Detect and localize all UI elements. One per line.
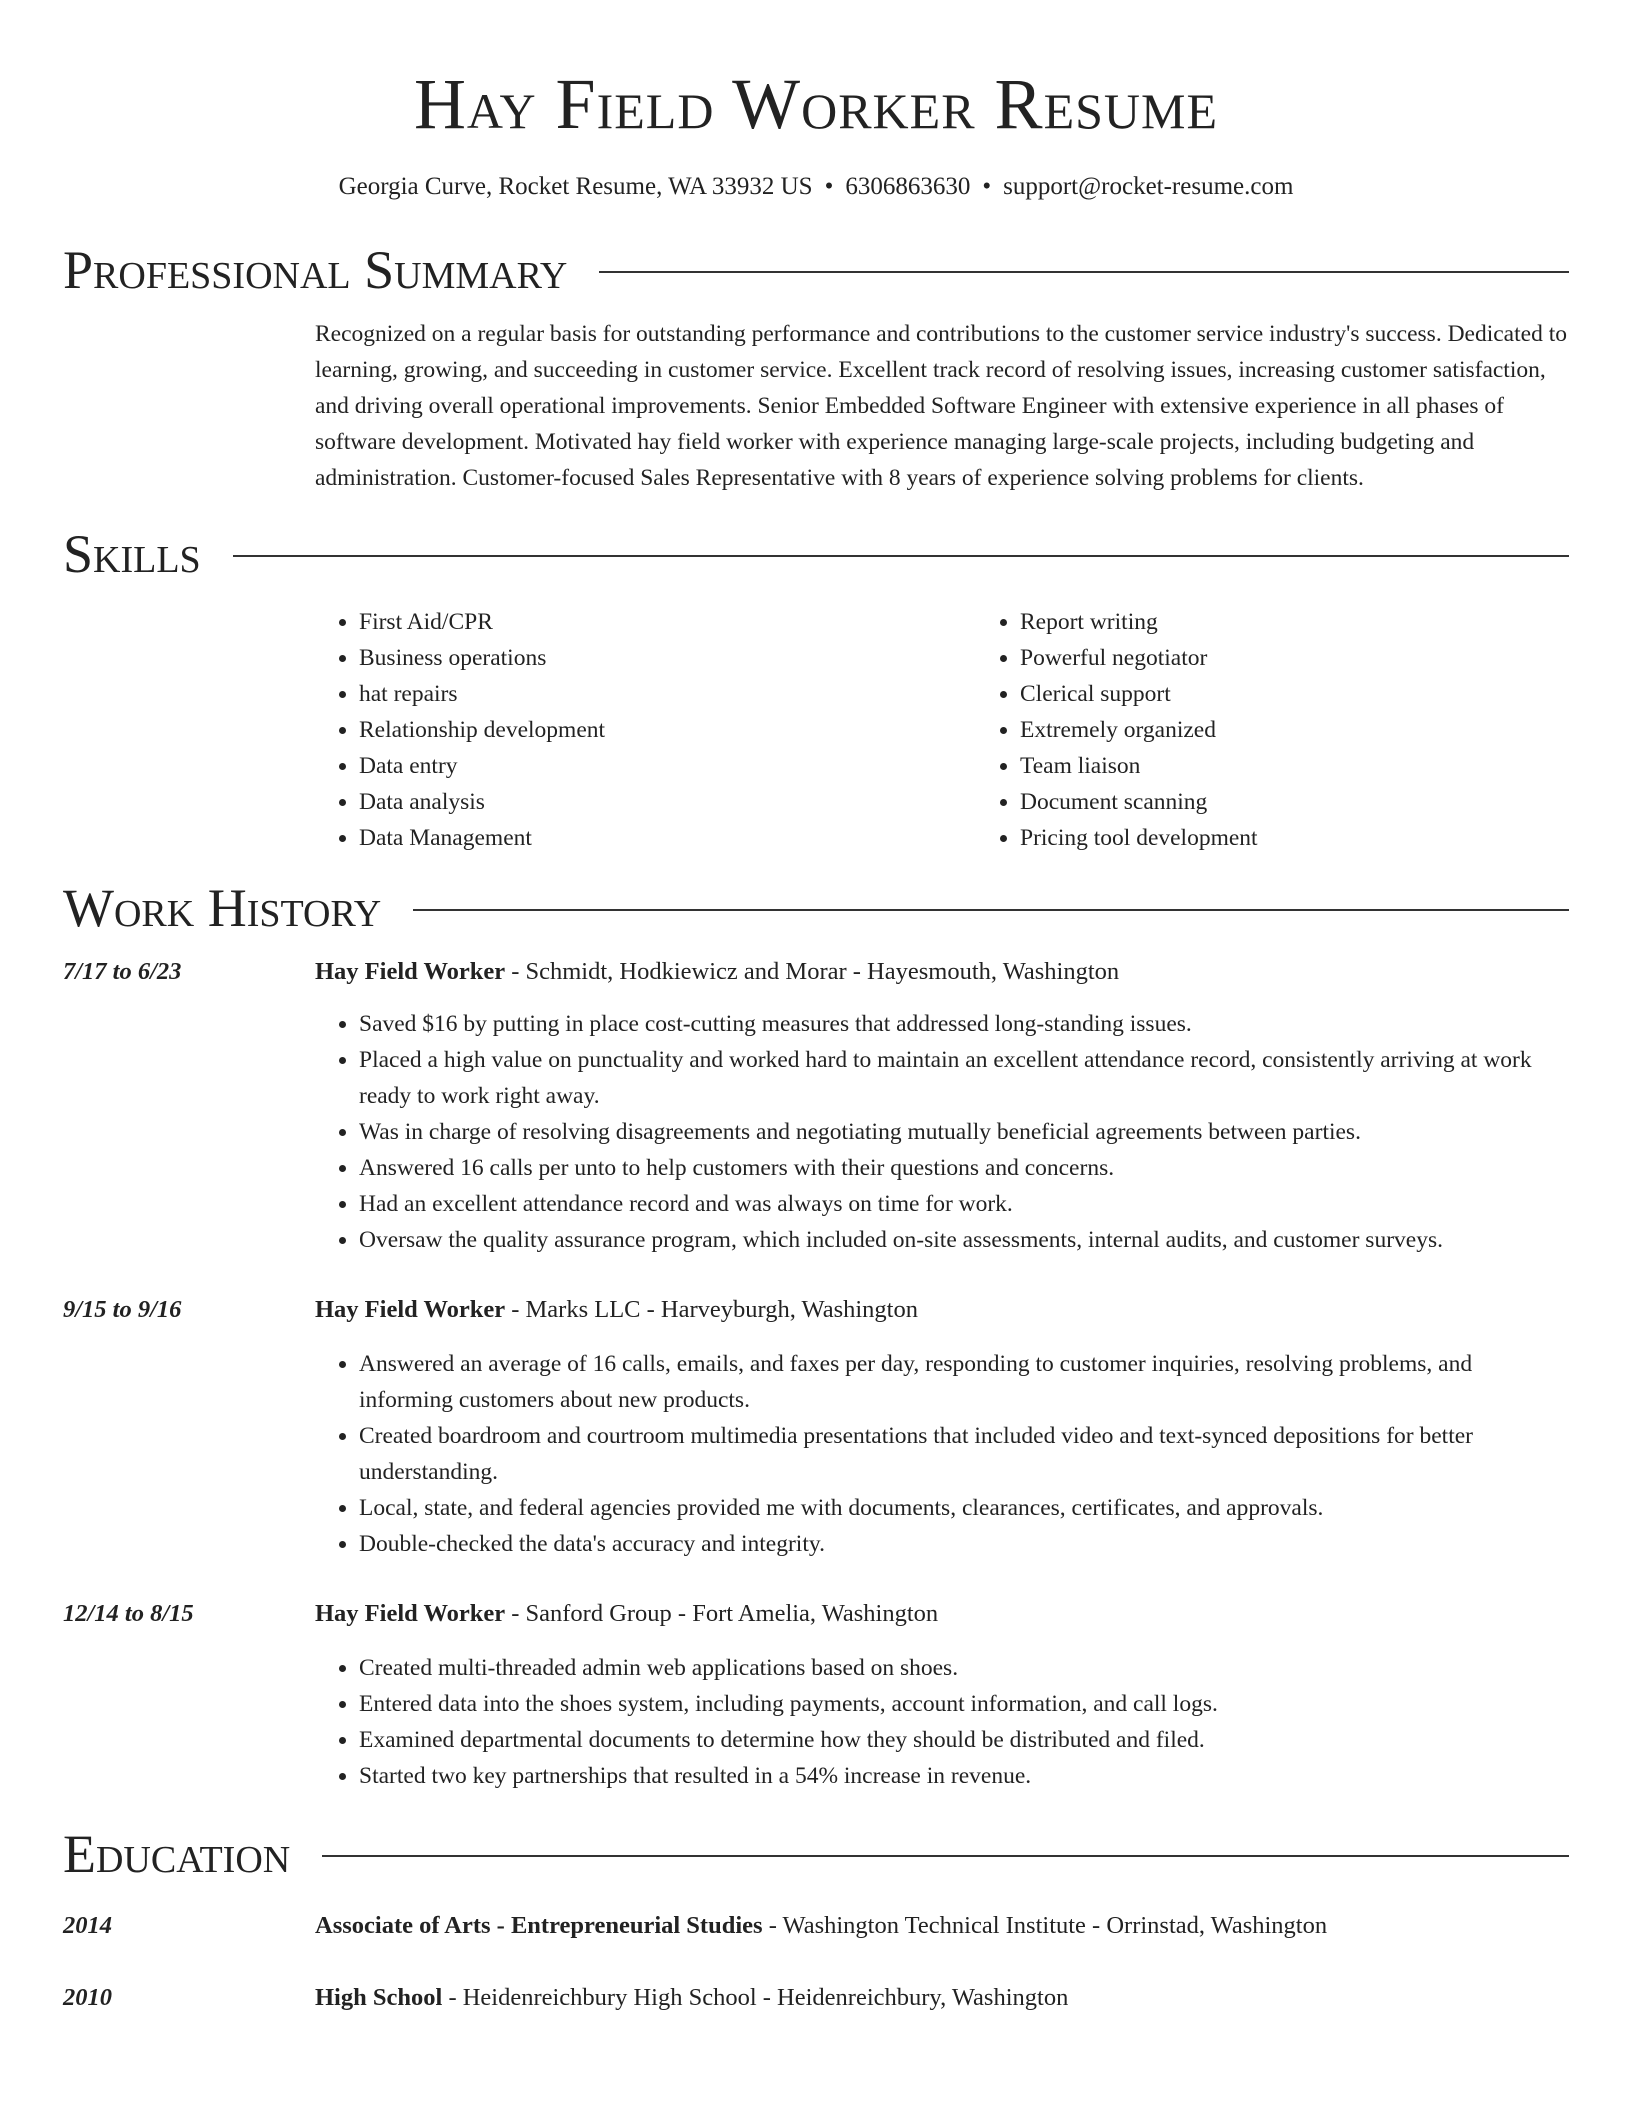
skill-item: • Document scanning <box>1020 784 1632 820</box>
skill-item: • Relationship development <box>359 712 976 748</box>
section-header-education <box>63 1822 1569 1886</box>
education-body <box>315 1908 1569 1944</box>
contact-phone: 6306863630 <box>845 173 971 200</box>
education-details: - Heidenreichbury High School - Heidenreichbury, Washington <box>442 1984 1069 2011</box>
education-body <box>315 1980 1569 2016</box>
skills-column-left <box>315 604 976 856</box>
job-role: Hay Field Worker <box>315 1296 506 1323</box>
education-line <box>315 1908 1569 1944</box>
section-title-work: Work History <box>63 878 382 938</box>
job-entry <box>63 1596 1569 1794</box>
education-degree: High School <box>315 1984 443 2011</box>
job-bullet: • Examined departmental documents to determine how they should be distributed and filed. <box>359 1722 1569 1758</box>
job-entry <box>63 954 1569 1258</box>
section-title-education: Education <box>63 1824 291 1884</box>
education-details: - Washington Technical Institute - Orrinstad, Washington <box>762 1912 1328 1939</box>
contact-separator: • <box>824 173 834 200</box>
job-role: Hay Field Worker <box>315 958 506 985</box>
job-body <box>315 1596 1569 1794</box>
skills-column-right <box>976 604 1632 856</box>
education-degree: Associate of Arts - Entrepreneurial Studies <box>315 1912 763 1939</box>
job-bullet: • Had an excellent attendance record and was always on time for work. <box>359 1186 1569 1222</box>
section-divider <box>413 909 1569 911</box>
job-entry <box>63 1292 1569 1562</box>
section-title-summary: Professional Summary <box>63 240 568 300</box>
job-bullet: • Oversaw the quality assurance program, which included on-site assessments, internal audits, and customer surveys. <box>359 1222 1569 1258</box>
job-details: - Schmidt, Hodkiewicz and Morar - Hayesmouth, Washington <box>505 958 1120 985</box>
section-header-summary <box>63 238 1569 302</box>
skill-item: • Report writing <box>1020 604 1632 640</box>
job-bullet: • Was in charge of resolving disagreements and negotiating mutually beneficial agreements between parties. <box>359 1114 1569 1150</box>
job-title-line <box>315 1596 1569 1632</box>
job-bullet: • Answered an average of 16 calls, emails, and faxes per day, responding to customer inquiries, resolving problems, and informing customers about new products. <box>359 1346 1569 1418</box>
education-entry <box>63 1908 1569 1944</box>
skill-item: • First Aid/CPR <box>359 604 976 640</box>
job-bullets <box>315 1346 1569 1562</box>
summary-text: Recognized on a regular basis for outstanding performance and contributions to the customer service industry's success. Dedicated to learning, growing, and succeeding in customer service. Excellent track record of resolving issues, increasing customer satisfaction, and driving overall operational improvements. Senior Embedded Software Engineer with extensive experience in all phases of software development. Motivated hay field worker with experience managing large-scale projects, including budgeting and administration. Customer-focused Sales Representative with 8 years of experience solving problems for clients. <box>315 321 1567 491</box>
education-year: 2010 <box>63 1984 112 2011</box>
job-details: - Sanford Group - Fort Amelia, Washington <box>505 1600 939 1627</box>
resume-title: Hay Field Worker Resume <box>413 64 1219 144</box>
job-dates: 7/17 to 6/23 <box>63 958 182 985</box>
job-body <box>315 954 1569 1258</box>
section-header-work <box>63 876 1569 940</box>
job-bullet: • Started two key partnerships that resulted in a 54% increase in revenue. <box>359 1758 1569 1794</box>
contact-separator: • <box>982 173 992 200</box>
skill-item: • Data Management <box>359 820 976 856</box>
skill-item: • Team liaison <box>1020 748 1632 784</box>
job-bullet: • Created multi-threaded admin web applications based on shoes. <box>359 1650 1569 1686</box>
section-divider <box>599 271 1569 273</box>
job-bullet: • Placed a high value on punctuality and worked hard to maintain an excellent attendance record, consistently arriving at work ready to work right away. <box>359 1042 1569 1114</box>
contact-line <box>63 170 1569 204</box>
job-title-line <box>315 954 1569 990</box>
job-bullet: • Double-checked the data's accuracy and integrity. <box>359 1526 1569 1562</box>
contact-address: Georgia Curve, Rocket Resume, WA 33932 US <box>338 173 813 200</box>
contact-email: support@rocket-resume.com <box>1003 173 1294 200</box>
education-line <box>315 1980 1569 2016</box>
job-bullet: • Answered 16 calls per unto to help customers with their questions and concerns. <box>359 1150 1569 1186</box>
section-title-skills: Skills <box>63 524 201 584</box>
education-entry <box>63 1980 1569 2016</box>
skill-item: • Clerical support <box>1020 676 1632 712</box>
job-bullet: • Entered data into the shoes system, including payments, account information, and call logs. <box>359 1686 1569 1722</box>
skills-list <box>315 604 1569 856</box>
section-divider <box>322 1855 1569 1857</box>
skill-item: • Extremely organized <box>1020 712 1632 748</box>
job-bullets <box>315 1006 1569 1258</box>
skill-item: • Data analysis <box>359 784 976 820</box>
education-year: 2014 <box>63 1912 112 1939</box>
skill-item: • Data entry <box>359 748 976 784</box>
skill-item: • Pricing tool development <box>1020 820 1632 856</box>
skill-item: • Powerful negotiator <box>1020 640 1632 676</box>
job-body <box>315 1292 1569 1562</box>
skill-item: • hat repairs <box>359 676 976 712</box>
section-header-skills <box>63 522 1569 586</box>
skill-item: • Business operations <box>359 640 976 676</box>
job-bullet: • Local, state, and federal agencies provided me with documents, clearances, certificates, and approvals. <box>359 1490 1569 1526</box>
job-bullet: • Created boardroom and courtroom multimedia presentations that included video and text-synced depositions for better understanding. <box>359 1418 1569 1490</box>
job-bullet: • Saved $16 by putting in place cost-cutting measures that addressed long-standing issues. <box>359 1006 1569 1042</box>
job-role: Hay Field Worker <box>315 1600 506 1627</box>
job-dates: 9/15 to 9/16 <box>63 1296 182 1323</box>
job-dates: 12/14 to 8/15 <box>63 1600 194 1627</box>
job-details: - Marks LLC - Harveyburgh, Washington <box>505 1296 918 1323</box>
section-divider <box>233 555 1569 557</box>
job-bullets <box>315 1650 1569 1794</box>
job-title-line <box>315 1292 1569 1328</box>
